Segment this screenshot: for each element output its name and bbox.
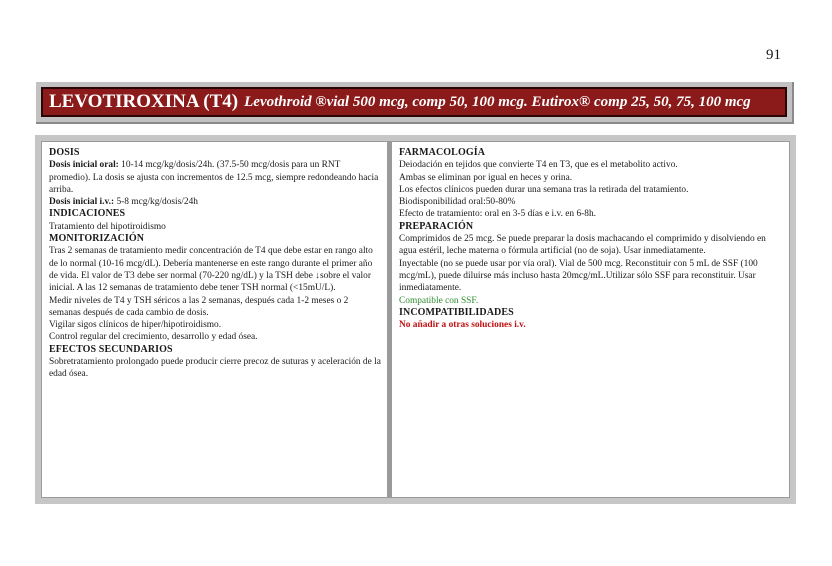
preparacion-p2: Inyectable (no se puede usar por vía oral). Vial de 500 mcg. Reconstituir con 5 mL de SSF (100 mcg/mL), puede diluirse más incluso hasta 20mcg/mL.Utilizar sólo SSF para reconstituir. Usar inmediatamente. [399,258,758,294]
dosis-oral-text: 10-14 mcg/kg/dosis/24h. (37.5-50 mcg/dosis para un RNT promedio). La dosis se ajusta con incrementos de 12.5 mcg, siempre redondeando hacia arriba. [49,160,379,195]
farmacologia-line: Ambas se eliminan por igual en heces y orina. [399,172,573,183]
drug-name: LEVOTIROXINA (T4) [49,91,239,112]
dosis-oral [49,159,381,196]
dosis-iv [49,196,381,208]
monitorizacion-p1a: Tras 2 semanas de tratamiento medir concentración de T4 que debe estar en rango alto de lo normal (10-16 mcg/dL). Debería mantenerse en este rango durante el primer año de vida. El valor de T3 debe ser normal (70-220 ng/dL) y la TSH debe [49,246,373,281]
farmacologia-line: Deiodación en tejidos que convierte T4 en T3, que es el metabolito activo. [399,160,678,171]
drug-presentations: Levothroid ®vial 500 mcg, comp 50, 100 mcg. Eutirox® comp 25, 50, 75, 100 mcg [244,93,751,110]
efectos-heading: EFECTOS SECUNDARIOS [49,343,173,355]
efectos-text: Sobretratamiento prolongado puede producir cierre precoz de suturas y aceleración de la edad ósea. [49,357,381,380]
monitorizacion-p1 [49,245,381,294]
incompatibilidades-heading: INCOMPATIBILIDADES [399,306,514,318]
dosis-heading: DOSIS [49,147,80,158]
down-arrow-icon: ↓ [315,270,320,281]
monograph-panel [35,135,796,504]
dosis-oral-label: Dosis inicial oral: [49,160,119,171]
farmacologia-line: Efecto de tratamiento: oral en 3-5 días e i.v. en 6-8h. [399,209,596,220]
right-column [391,141,790,498]
farmacologia-heading: FARMACOLOGÍA [399,147,486,158]
dosis-iv-text: 5-8 mcg/kg/dosis/24h [114,197,198,208]
incompatibility-note: No añadir a otras soluciones i.v. [399,320,526,331]
title-banner [36,82,794,124]
monitorizacion-p4: Control regular del crecimiento, desarrollo y edad ósea. [49,332,258,343]
preparacion-heading: PREPARACIÓN [399,220,474,232]
monitorizacion-p2: Medir niveles de T4 y TSH séricos a las 2 semanas, después cada 1-2 meses o 2 semanas después de cada cambio de dosis. [49,295,349,318]
monitorizacion-heading: MONITORIZACIÓN [49,233,145,245]
compatibility-note: Compatible con SSF. [399,295,479,306]
preparacion-p1: Comprimidos de 25 mcg. Se puede preparar la dosis machacando el comprimido y disolviendo en agua estéril, leche materna o fórmula artificial (no de soja). Usar inmediatamente. [399,234,766,257]
indicaciones-text: Tratamiento del hipotiroidismo [49,221,166,232]
title-bar [41,87,787,117]
farmacologia-line: Biodisponibilidad oral:50-80% [399,197,516,208]
monitorizacion-p1b: sobre el valor inicial. A las 12 semanas de tratamiento debe tener TSH normal (<15mU/L). [49,270,371,294]
indicaciones-heading: INDICACIONES [49,208,126,220]
farmacologia-line: Los efectos clínicos pueden durar una semana tras la retirada del tratamiento. [399,184,689,195]
page-number: 91 [766,47,781,63]
monitorizacion-p3: Vigilar sigos clínicos de hiper/hipotiroidismo. [49,320,222,331]
left-column [41,141,388,498]
dosis-iv-label: Dosis inicial i.v.: [49,197,115,208]
